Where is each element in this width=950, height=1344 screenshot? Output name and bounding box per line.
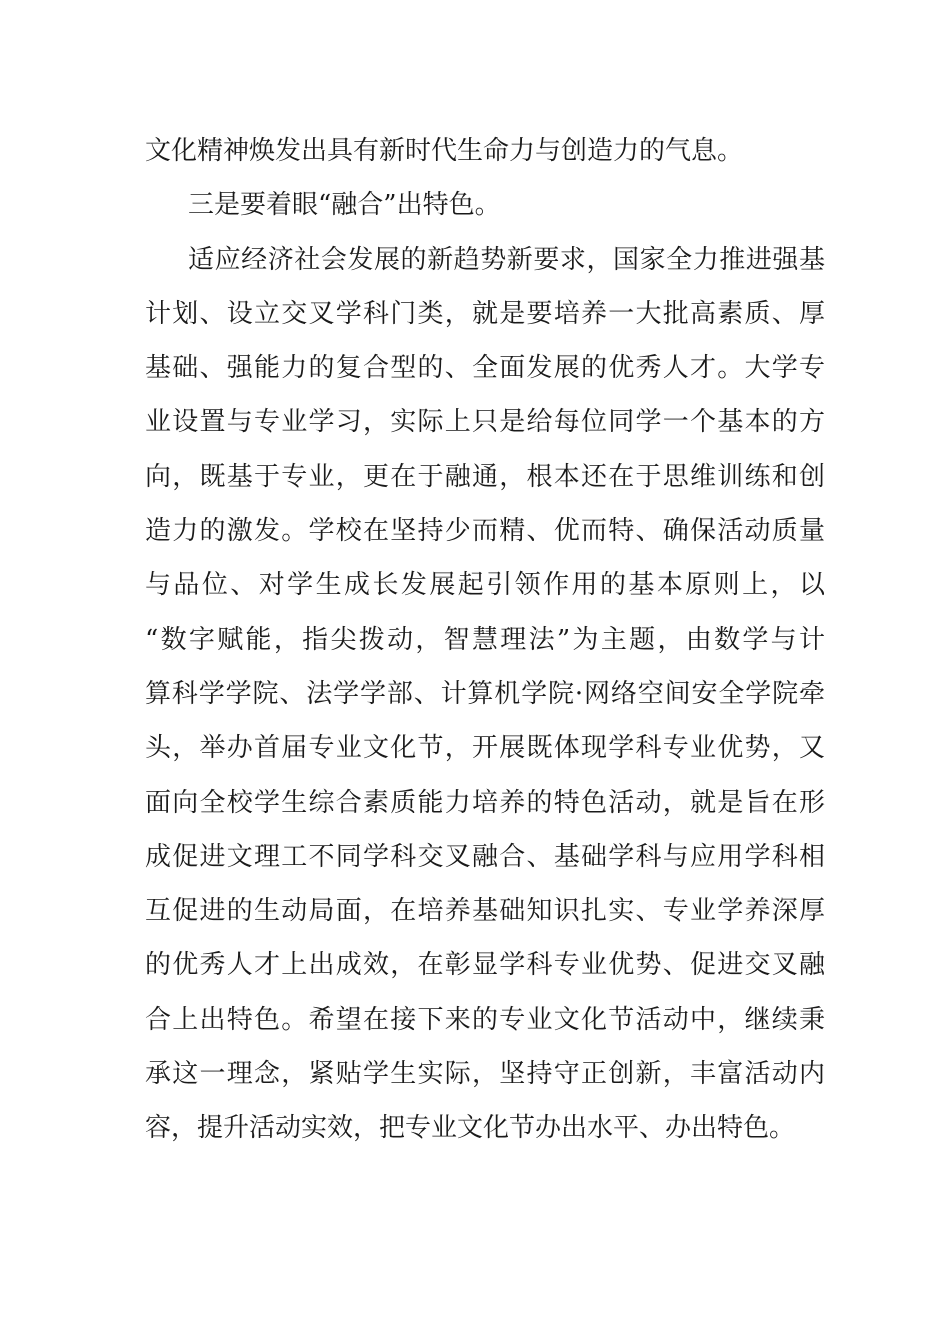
text-line: 算科学学院、法学学部、计算机学院·网络空间安全学院牵 — [145, 678, 825, 709]
body-text — [145, 124, 825, 1156]
text-line: 基础、强能力的复合型的、全面发展的优秀人才。大学专 — [145, 353, 825, 384]
text-line: 向，既基于专业，更在于融通，根本还在于思维训练和创 — [145, 461, 825, 492]
text-line: 计划、设立交叉学科门类，就是要培养一大批高素质、厚 — [145, 298, 825, 329]
text-line: 造力的激发。学校在坚持少而精、优而特、确保活动质量 — [145, 516, 825, 547]
section-heading: 三是要着眼“融合”出特色。 — [188, 190, 501, 221]
text-line: 与品位、对学生成长发展起引领作用的基本原则上，以 — [145, 570, 825, 601]
text-line: 头，举办首届专业文化节，开展既体现学科专业优势，又 — [145, 733, 825, 764]
text-line: 的优秀人才上出成效，在彰显学科专业优势、促进交叉融 — [145, 950, 825, 981]
text-line: 面向全校学生综合素质能力培养的特色活动，就是旨在形 — [145, 787, 825, 818]
text-line: 互促进的生动局面，在培养基础知识扎实、专业学养深厚 — [145, 896, 825, 927]
text-line: “数字赋能，指尖拨动，智慧理法”为主题，由数学与计 — [145, 624, 825, 655]
text-line: 成促进文理工不同学科交叉融合、基础学科与应用学科相 — [145, 841, 825, 872]
text-line: 文化精神焕发出具有新时代生命力与创造力的气息。 — [145, 136, 744, 166]
text-line: 合上出特色。希望在接下来的专业文化节活动中，继续秉 — [145, 1004, 825, 1035]
text-line: 承这一理念，紧贴学生实际，坚持守正创新，丰富活动内 — [145, 1059, 825, 1090]
text-line: 适应经济社会发展的新趋势新要求，国家全力推进强基 — [188, 244, 825, 275]
text-line: 业设置与专业学习，实际上只是给每位同学一个基本的方 — [145, 407, 825, 438]
text-line: 容，提升活动实效，把专业文化节办出水平、办出特色。 — [145, 1113, 796, 1144]
